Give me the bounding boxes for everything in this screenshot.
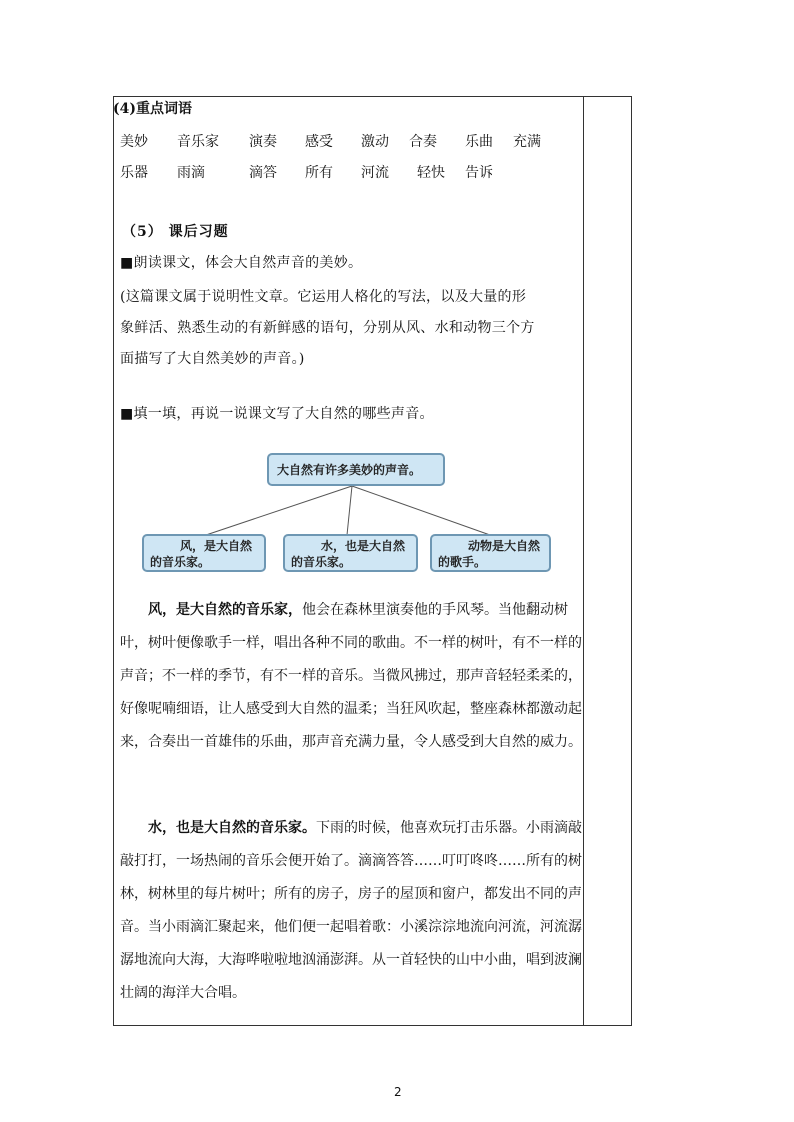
diagram-child-box-animal xyxy=(430,534,551,572)
vocab-word: 音乐家 xyxy=(177,134,219,150)
paragraph-lead: 风，是大自然的音乐家， xyxy=(148,602,302,618)
vocab-word: 充满 xyxy=(513,134,541,150)
diagram-child-label: 的音乐家。 xyxy=(291,555,352,569)
paragraph-text: 他会在森林里演奏他的手风琴。当他翻动树叶，树叶便像歌手一样，唱出各种不同的歌曲。不一样的树叶，有不一样的声音；不一样的季节，有不一样的音乐。当微风拂过，那声音轻轻柔柔的，好像呢喃细语，让人感受到大自然的温柔；当狂风吹起，整座森林都激动起来，合奏出一首雄伟的乐曲，那声音充满力量，令人感受到大自然的威力。 xyxy=(120,602,582,750)
diagram-child-label: 的歌手。 xyxy=(438,555,487,569)
vocab-word: 激动 xyxy=(361,134,389,150)
diagram-child-box-water xyxy=(283,534,418,572)
paragraph-water xyxy=(120,812,582,1010)
vocab-word: 所有 xyxy=(305,165,333,181)
exercise-note-line: 象鲜活、熟悉生动的有新鲜感的语句，分别从风、水和动物三个方 xyxy=(120,320,535,336)
page-number: 2 xyxy=(394,1085,402,1099)
vocab-word: 告诉 xyxy=(465,165,493,181)
vocab-word: 滴答 xyxy=(249,165,277,181)
section-4-title: (4)重点词语 xyxy=(113,101,192,117)
vocab-word: 乐器 xyxy=(120,165,148,181)
diagram-child-box-wind xyxy=(142,534,266,572)
paragraph-wind xyxy=(120,594,582,759)
exercise-1: ■朗读课文，体会大自然声音的美妙。 xyxy=(120,255,363,271)
vocab-word: 雨滴 xyxy=(177,165,205,181)
diagram-child-label: 的音乐家。 xyxy=(150,555,211,569)
paragraph-text: 下雨的时候，他喜欢玩打击乐器。小雨滴敲敲打打，一场热闹的音乐会便开始了。滴滴答答……叮叮咚咚……所有的树林，树林里的每片树叶；所有的房子，房子的屋顶和窗户，都发出不同的声音。当小雨滴汇聚起来，他们便一起唱着歌：小溪淙淙地流向河流，河流潺潺地流向大海，大海哗啦啦地汹涌澎湃。从一首轻快的山中小曲，唱到波澜壮阔的海洋大合唱。 xyxy=(120,820,582,1001)
diagram-child-label: 动物是大自然 xyxy=(468,539,541,553)
diagram-child-label: 水，也是大自然 xyxy=(321,539,406,553)
vocab-word: 美妙 xyxy=(120,134,148,150)
exercise-2: ■填一填，再说一说课文写了大自然的哪些声音。 xyxy=(120,406,434,422)
vocab-word: 感受 xyxy=(305,134,333,150)
diagram-root-box xyxy=(267,453,445,486)
vocab-word: 演奏 xyxy=(249,134,277,150)
vocab-word: 轻快 xyxy=(417,165,445,181)
vocab-word: 河流 xyxy=(361,165,389,181)
diagram-root-label: 大自然有许多美妙的声音。 xyxy=(277,463,422,477)
exercise-note-line: (这篇课文属于说明性文章。它运用人格化的写法，以及大量的形 xyxy=(120,289,527,305)
vocab-word: 合奏 xyxy=(409,134,437,150)
diagram-child-label: 风，是大自然 xyxy=(180,539,253,553)
section-5-title: （5） 课后习题 xyxy=(122,224,229,240)
paragraph-lead: 水，也是大自然的音乐家。 xyxy=(148,820,316,836)
exercise-note-line: 面描写了大自然美妙的声音。) xyxy=(120,351,305,367)
vocab-word: 乐曲 xyxy=(465,134,493,150)
